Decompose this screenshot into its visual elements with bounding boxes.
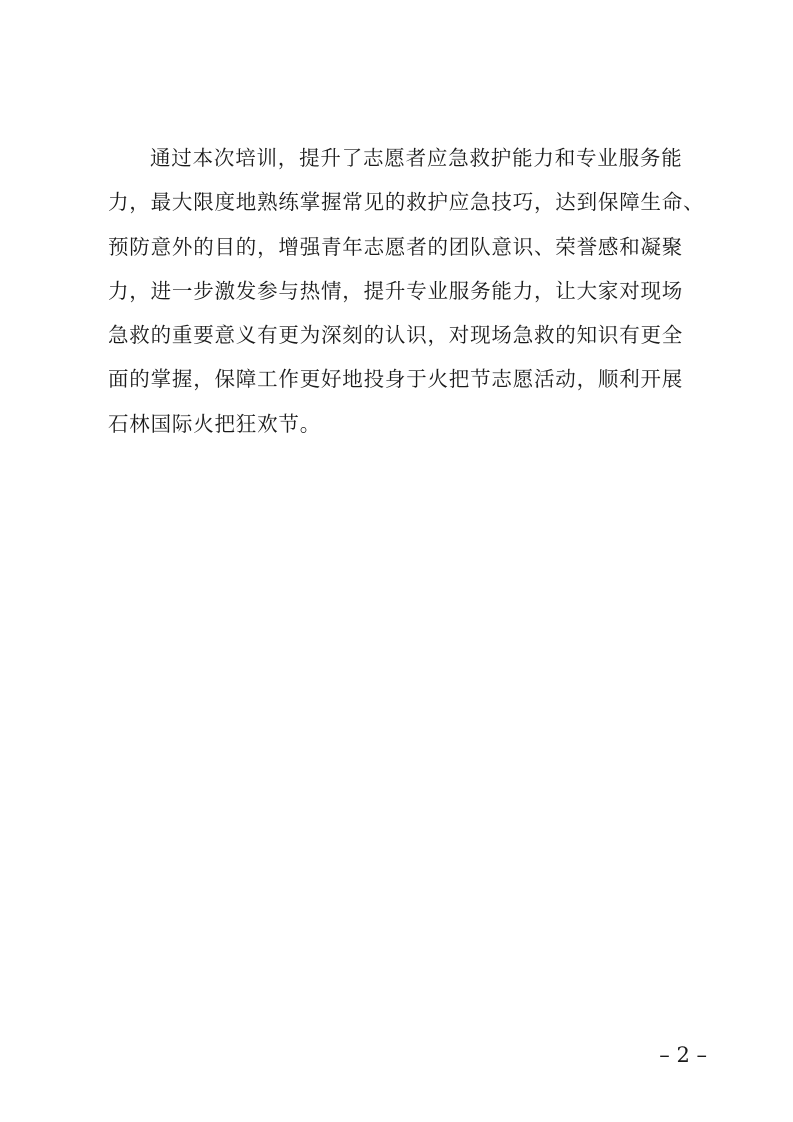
paragraph-line-6: 面的掌握，保障工作更好地投身于火把节志愿活动，顺利开展	[108, 367, 684, 392]
paragraph-line-4: 力，进一步激发参与热情，提升专业服务能力，让大家对现场	[108, 278, 684, 303]
paragraph-line-2: 力，最大限度地熟练掌握常见的救护应急技巧，达到保障生命、	[108, 190, 705, 215]
paragraph-line-5: 急救的重要意义有更为深刻的认识，对现场急救的知识有更全	[108, 323, 684, 348]
paragraph-line-7: 石林国际火把狂欢节。	[108, 411, 321, 436]
paragraph-line-3: 预防意外的目的，增强青年志愿者的团队意识、荣誉感和凝聚	[108, 234, 684, 259]
body-paragraph	[108, 136, 704, 446]
paragraph-line-1: 通过本次培训，提升了志愿者应急救护能力和专业服务能	[150, 146, 683, 170]
page-number: – 2 –	[659, 1043, 707, 1067]
